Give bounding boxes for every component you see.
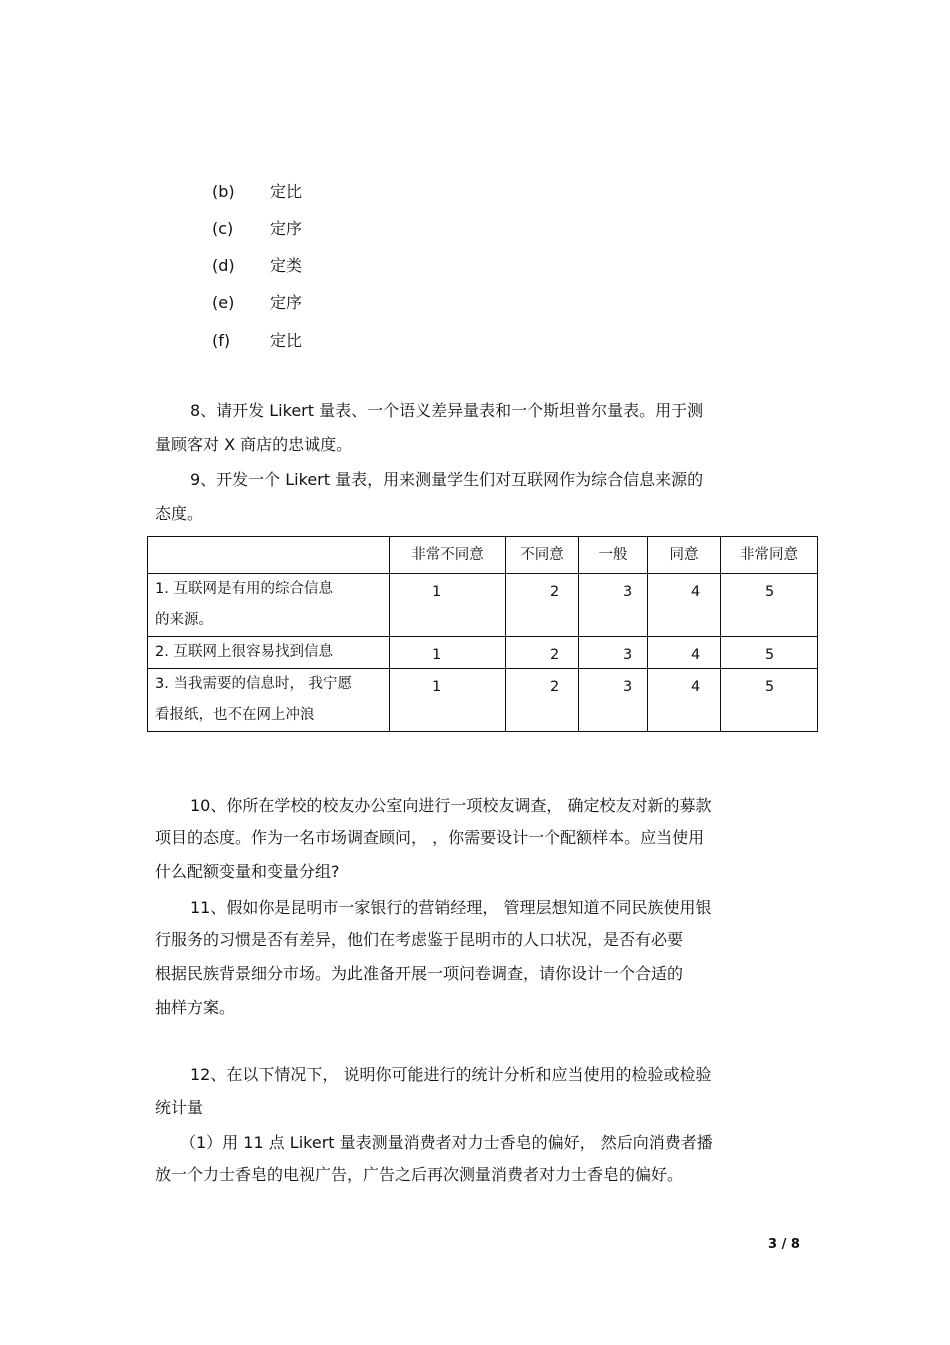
header-agree: 同意 <box>648 537 721 574</box>
list-item-letter: (e) <box>212 293 235 312</box>
q10-line-2: 项目的态度。作为一名市场调查顾问， ，你需要设计一个配额样本。应当使用 <box>155 828 705 847</box>
header-disagree: 不同意 <box>506 537 579 574</box>
row-label <box>148 669 390 732</box>
cell-value: 3 <box>579 574 648 637</box>
q8-line-2: 量顾客对 X 商店的忠诚度。 <box>155 435 353 454</box>
q11-line-2: 行服务的习惯是否有差异，他们在考虑鉴于昆明市的人口状况，是否有必要 <box>155 930 684 949</box>
list-item-letter: (c) <box>212 219 234 238</box>
cell-value: 5 <box>721 574 818 637</box>
likert-table <box>147 536 818 732</box>
list-item-value: 定比 <box>270 331 303 350</box>
table-row <box>148 637 818 669</box>
cell-value: 4 <box>648 669 721 732</box>
q11-line-1: 11、假如你是昆明市一家银行的营销经理， 管理层想知道不同民族使用银 <box>190 898 712 917</box>
q12-line-1: 12、在以下情况下， 说明你可能进行的统计分析和应当使用的检验或检验 <box>190 1065 712 1084</box>
list-item-letter: (b) <box>212 182 235 201</box>
row-label <box>148 574 390 637</box>
list-item-letter: (d) <box>212 256 235 275</box>
row-label-line: 2. 互联网上很容易找到信息 <box>155 644 333 660</box>
row-label-line: 1. 互联网是有用的综合信息 <box>155 581 333 597</box>
q12-sub1-line-1: （1）用 11 点 Likert 量表测量消费者对力士香皂的偏好， 然后向消费者播 <box>180 1133 713 1152</box>
cell-value: 2 <box>506 669 579 732</box>
header-strongly-agree: 非常同意 <box>721 537 818 574</box>
q11-line-3: 根据民族背景细分市场。为此准备开展一项问卷调查，请你设计一个合适的 <box>155 964 684 983</box>
header-neutral: 一般 <box>579 537 648 574</box>
row-label-line: 的来源。 <box>155 612 213 628</box>
q10-line-3: 什么配额变量和变量分组? <box>155 862 340 881</box>
header-strongly-disagree: 非常不同意 <box>390 537 506 574</box>
table-row <box>148 669 818 732</box>
list-item-letter: (f) <box>212 331 231 350</box>
cell-value: 4 <box>648 574 721 637</box>
cell-value: 4 <box>648 637 721 669</box>
table-row <box>148 574 818 637</box>
q12-sub1-line-2: 放一个力士香皂的电视广告，广告之后再次测量消费者对力士香皂的偏好。 <box>155 1165 684 1184</box>
list-item-value: 定类 <box>270 256 303 275</box>
cell-value: 1 <box>390 574 506 637</box>
cell-value: 5 <box>721 637 818 669</box>
cell-value: 3 <box>579 637 648 669</box>
page-number: 3 / 8 <box>768 1237 800 1252</box>
list-item-value: 定比 <box>270 182 303 201</box>
q8-line-1: 8、请开发 Likert 量表、一个语义差异量表和一个斯坦普尔量表。用于测 <box>190 401 704 420</box>
cell-value: 1 <box>390 669 506 732</box>
cell-value: 1 <box>390 637 506 669</box>
q11-line-4: 抽样方案。 <box>155 998 236 1017</box>
cell-value: 3 <box>579 669 648 732</box>
q10-line-1: 10、你所在学校的校友办公室向进行一项校友调查， 确定校友对新的募款 <box>190 796 712 815</box>
cell-value: 2 <box>506 637 579 669</box>
cell-value: 2 <box>506 574 579 637</box>
q9-line-2: 态度。 <box>155 504 204 523</box>
row-label-line: 看报纸，也不在网上冲浪 <box>155 707 315 723</box>
q12-line-2: 统计量 <box>155 1098 204 1117</box>
cell-value: 5 <box>721 669 818 732</box>
q9-line-1: 9、开发一个 Likert 量表，用来测量学生们对互联网作为综合信息来源的 <box>190 470 704 489</box>
list-item-value: 定序 <box>270 219 303 238</box>
list-item-value: 定序 <box>270 293 303 312</box>
row-label-line: 3. 当我需要的信息时， 我宁愿 <box>155 676 353 692</box>
